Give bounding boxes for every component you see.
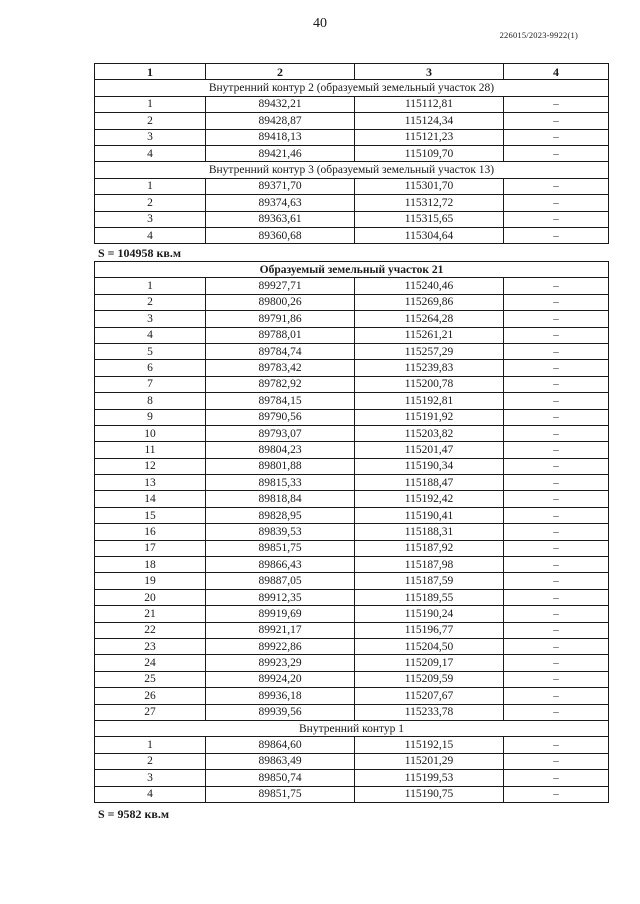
x-coordinate: 89360,68 bbox=[206, 227, 355, 243]
x-coordinate: 89418,13 bbox=[206, 129, 355, 145]
table-row bbox=[95, 475, 609, 491]
y-coordinate: 115192,81 bbox=[355, 393, 504, 409]
point-number: 4 bbox=[95, 145, 206, 161]
note-cell: – bbox=[504, 327, 609, 343]
note-cell: – bbox=[504, 737, 609, 753]
point-number: 18 bbox=[95, 557, 206, 573]
point-number: 12 bbox=[95, 458, 206, 474]
note-cell: – bbox=[504, 655, 609, 671]
y-coordinate: 115187,92 bbox=[355, 540, 504, 556]
x-coordinate: 89788,01 bbox=[206, 327, 355, 343]
y-coordinate: 115121,23 bbox=[355, 129, 504, 145]
y-coordinate: 115192,42 bbox=[355, 491, 504, 507]
note-cell: – bbox=[504, 294, 609, 310]
point-number: 4 bbox=[95, 327, 206, 343]
point-number: 1 bbox=[95, 278, 206, 294]
y-coordinate: 115207,67 bbox=[355, 688, 504, 704]
point-number: 25 bbox=[95, 671, 206, 687]
table-row bbox=[95, 573, 609, 589]
table-row bbox=[95, 129, 609, 145]
x-coordinate: 89936,18 bbox=[206, 688, 355, 704]
y-coordinate: 115233,78 bbox=[355, 704, 504, 720]
coordinates-table-contours bbox=[94, 63, 609, 244]
table-row bbox=[95, 294, 609, 310]
x-coordinate: 89428,87 bbox=[206, 113, 355, 129]
table-row bbox=[95, 343, 609, 359]
point-number: 2 bbox=[95, 753, 206, 769]
note-cell: – bbox=[504, 129, 609, 145]
note-cell: – bbox=[504, 540, 609, 556]
table-header-row bbox=[95, 64, 609, 80]
table-row bbox=[95, 655, 609, 671]
point-number: 1 bbox=[95, 737, 206, 753]
x-coordinate: 89924,20 bbox=[206, 671, 355, 687]
y-coordinate: 115109,70 bbox=[355, 145, 504, 161]
x-coordinate: 89927,71 bbox=[206, 278, 355, 294]
y-coordinate: 115312,72 bbox=[355, 195, 504, 211]
point-number: 19 bbox=[95, 573, 206, 589]
point-number: 10 bbox=[95, 425, 206, 441]
y-coordinate: 115240,46 bbox=[355, 278, 504, 294]
table-row bbox=[95, 458, 609, 474]
note-cell: – bbox=[504, 704, 609, 720]
x-coordinate: 89866,43 bbox=[206, 557, 355, 573]
y-coordinate: 115190,24 bbox=[355, 606, 504, 622]
x-coordinate: 89793,07 bbox=[206, 425, 355, 441]
x-coordinate: 89912,35 bbox=[206, 589, 355, 605]
table-row bbox=[95, 425, 609, 441]
x-coordinate: 89800,26 bbox=[206, 294, 355, 310]
x-coordinate: 89363,61 bbox=[206, 211, 355, 227]
point-number: 15 bbox=[95, 507, 206, 523]
table-row bbox=[95, 688, 609, 704]
note-cell: – bbox=[504, 360, 609, 376]
y-coordinate: 115201,29 bbox=[355, 753, 504, 769]
x-coordinate: 89850,74 bbox=[206, 770, 355, 786]
note-cell: – bbox=[504, 671, 609, 687]
y-coordinate: 115257,29 bbox=[355, 343, 504, 359]
point-number: 2 bbox=[95, 195, 206, 211]
x-coordinate: 89804,23 bbox=[206, 442, 355, 458]
point-number: 4 bbox=[95, 786, 206, 802]
point-number: 21 bbox=[95, 606, 206, 622]
table-row bbox=[95, 376, 609, 392]
point-number: 1 bbox=[95, 96, 206, 112]
note-cell: – bbox=[504, 409, 609, 425]
point-number: 2 bbox=[95, 113, 206, 129]
note-cell: – bbox=[504, 688, 609, 704]
x-coordinate: 89919,69 bbox=[206, 606, 355, 622]
point-number: 8 bbox=[95, 393, 206, 409]
note-cell: – bbox=[504, 96, 609, 112]
table-row bbox=[95, 638, 609, 654]
note-cell: – bbox=[504, 557, 609, 573]
x-coordinate: 89801,88 bbox=[206, 458, 355, 474]
y-coordinate: 115124,34 bbox=[355, 113, 504, 129]
section-title: Внутренний контур 1 bbox=[95, 720, 609, 736]
note-cell: – bbox=[504, 278, 609, 294]
y-coordinate: 115190,34 bbox=[355, 458, 504, 474]
y-coordinate: 115264,28 bbox=[355, 311, 504, 327]
section-title-row bbox=[95, 80, 609, 96]
section-title: Внутренний контур 2 (образуемый земельный участок 28) bbox=[95, 80, 609, 96]
note-cell: – bbox=[504, 507, 609, 523]
table-row bbox=[95, 393, 609, 409]
point-number: 17 bbox=[95, 540, 206, 556]
table-row bbox=[95, 113, 609, 129]
table-row bbox=[95, 606, 609, 622]
table-row bbox=[95, 589, 609, 605]
point-number: 20 bbox=[95, 589, 206, 605]
note-cell: – bbox=[504, 227, 609, 243]
column-header: 1 bbox=[95, 64, 206, 80]
x-coordinate: 89371,70 bbox=[206, 178, 355, 194]
point-number: 3 bbox=[95, 211, 206, 227]
table-row bbox=[95, 540, 609, 556]
y-coordinate: 115192,15 bbox=[355, 737, 504, 753]
table-row bbox=[95, 704, 609, 720]
y-coordinate: 115189,55 bbox=[355, 589, 504, 605]
y-coordinate: 115269,86 bbox=[355, 294, 504, 310]
point-number: 5 bbox=[95, 343, 206, 359]
y-coordinate: 115209,59 bbox=[355, 671, 504, 687]
table-row bbox=[95, 360, 609, 376]
point-number: 1 bbox=[95, 178, 206, 194]
y-coordinate: 115304,64 bbox=[355, 227, 504, 243]
x-coordinate: 89939,56 bbox=[206, 704, 355, 720]
note-cell: – bbox=[504, 753, 609, 769]
x-coordinate: 89421,46 bbox=[206, 145, 355, 161]
table-row bbox=[95, 311, 609, 327]
point-number: 23 bbox=[95, 638, 206, 654]
section-title-row bbox=[95, 162, 609, 178]
y-coordinate: 115187,98 bbox=[355, 557, 504, 573]
y-coordinate: 115190,75 bbox=[355, 786, 504, 802]
note-cell: – bbox=[504, 178, 609, 194]
table-row bbox=[95, 178, 609, 194]
table-row bbox=[95, 96, 609, 112]
x-coordinate: 89851,75 bbox=[206, 540, 355, 556]
note-cell: – bbox=[504, 786, 609, 802]
note-cell: – bbox=[504, 524, 609, 540]
area-summary: S = 9582 кв.м bbox=[98, 807, 170, 821]
x-coordinate: 89784,74 bbox=[206, 343, 355, 359]
point-number: 13 bbox=[95, 475, 206, 491]
y-coordinate: 115209,17 bbox=[355, 655, 504, 671]
y-coordinate: 115201,47 bbox=[355, 442, 504, 458]
y-coordinate: 115200,78 bbox=[355, 376, 504, 392]
column-header: 2 bbox=[206, 64, 355, 80]
note-cell: – bbox=[504, 606, 609, 622]
table-row bbox=[95, 491, 609, 507]
note-cell: – bbox=[504, 145, 609, 161]
y-coordinate: 115204,50 bbox=[355, 638, 504, 654]
x-coordinate: 89851,75 bbox=[206, 786, 355, 802]
x-coordinate: 89922,86 bbox=[206, 638, 355, 654]
note-cell: – bbox=[504, 113, 609, 129]
x-coordinate: 89815,33 bbox=[206, 475, 355, 491]
point-number: 14 bbox=[95, 491, 206, 507]
note-cell: – bbox=[504, 195, 609, 211]
x-coordinate: 89790,56 bbox=[206, 409, 355, 425]
point-number: 24 bbox=[95, 655, 206, 671]
point-number: 9 bbox=[95, 409, 206, 425]
table-row bbox=[95, 753, 609, 769]
point-number: 3 bbox=[95, 129, 206, 145]
point-number: 7 bbox=[95, 376, 206, 392]
point-number: 6 bbox=[95, 360, 206, 376]
y-coordinate: 115188,47 bbox=[355, 475, 504, 491]
y-coordinate: 115239,83 bbox=[355, 360, 504, 376]
section-title: Образуемый земельный участок 21 bbox=[95, 262, 609, 278]
table-row bbox=[95, 557, 609, 573]
x-coordinate: 89782,92 bbox=[206, 376, 355, 392]
y-coordinate: 115196,77 bbox=[355, 622, 504, 638]
x-coordinate: 89921,17 bbox=[206, 622, 355, 638]
table-row bbox=[95, 327, 609, 343]
note-cell: – bbox=[504, 311, 609, 327]
note-cell: – bbox=[504, 376, 609, 392]
table-row bbox=[95, 211, 609, 227]
note-cell: – bbox=[504, 458, 609, 474]
note-cell: – bbox=[504, 442, 609, 458]
note-cell: – bbox=[504, 425, 609, 441]
y-coordinate: 115187,59 bbox=[355, 573, 504, 589]
column-header: 4 bbox=[504, 64, 609, 80]
y-coordinate: 115199,53 bbox=[355, 770, 504, 786]
x-coordinate: 89818,84 bbox=[206, 491, 355, 507]
x-coordinate: 89784,15 bbox=[206, 393, 355, 409]
table-row bbox=[95, 278, 609, 294]
note-cell: – bbox=[504, 211, 609, 227]
table-row bbox=[95, 409, 609, 425]
section-title: Внутренний контур 3 (образуемый земельный участок 13) bbox=[95, 162, 609, 178]
point-number: 26 bbox=[95, 688, 206, 704]
x-coordinate: 89374,63 bbox=[206, 195, 355, 211]
note-cell: – bbox=[504, 573, 609, 589]
area-summary: S = 104958 кв.м bbox=[98, 246, 182, 260]
point-number: 2 bbox=[95, 294, 206, 310]
note-cell: – bbox=[504, 393, 609, 409]
point-number: 11 bbox=[95, 442, 206, 458]
table-row bbox=[95, 786, 609, 802]
table-row bbox=[95, 195, 609, 211]
section-title-row bbox=[95, 262, 609, 278]
table-row bbox=[95, 622, 609, 638]
table-row bbox=[95, 507, 609, 523]
coordinates-table-plot-21 bbox=[94, 261, 609, 803]
point-number: 4 bbox=[95, 227, 206, 243]
x-coordinate: 89839,53 bbox=[206, 524, 355, 540]
table-row bbox=[95, 770, 609, 786]
document-id: 226015/2023-9922(1) bbox=[499, 30, 578, 40]
table-row bbox=[95, 671, 609, 687]
x-coordinate: 89923,29 bbox=[206, 655, 355, 671]
y-coordinate: 115301,70 bbox=[355, 178, 504, 194]
x-coordinate: 89863,49 bbox=[206, 753, 355, 769]
point-number: 3 bbox=[95, 311, 206, 327]
x-coordinate: 89864,60 bbox=[206, 737, 355, 753]
note-cell: – bbox=[504, 638, 609, 654]
note-cell: – bbox=[504, 622, 609, 638]
column-header: 3 bbox=[355, 64, 504, 80]
section-title-row bbox=[95, 720, 609, 736]
note-cell: – bbox=[504, 343, 609, 359]
y-coordinate: 115261,21 bbox=[355, 327, 504, 343]
note-cell: – bbox=[504, 491, 609, 507]
table-row bbox=[95, 737, 609, 753]
table-row bbox=[95, 524, 609, 540]
note-cell: – bbox=[504, 475, 609, 491]
x-coordinate: 89887,05 bbox=[206, 573, 355, 589]
x-coordinate: 89828,95 bbox=[206, 507, 355, 523]
note-cell: – bbox=[504, 589, 609, 605]
y-coordinate: 115190,41 bbox=[355, 507, 504, 523]
note-cell: – bbox=[504, 770, 609, 786]
x-coordinate: 89791,86 bbox=[206, 311, 355, 327]
table-row bbox=[95, 145, 609, 161]
y-coordinate: 115203,82 bbox=[355, 425, 504, 441]
y-coordinate: 115188,31 bbox=[355, 524, 504, 540]
table-row bbox=[95, 442, 609, 458]
y-coordinate: 115112,81 bbox=[355, 96, 504, 112]
point-number: 22 bbox=[95, 622, 206, 638]
page-number: 40 bbox=[313, 16, 327, 31]
point-number: 16 bbox=[95, 524, 206, 540]
y-coordinate: 115315,65 bbox=[355, 211, 504, 227]
point-number: 3 bbox=[95, 770, 206, 786]
x-coordinate: 89432,21 bbox=[206, 96, 355, 112]
table-row bbox=[95, 227, 609, 243]
x-coordinate: 89783,42 bbox=[206, 360, 355, 376]
point-number: 27 bbox=[95, 704, 206, 720]
y-coordinate: 115191,92 bbox=[355, 409, 504, 425]
